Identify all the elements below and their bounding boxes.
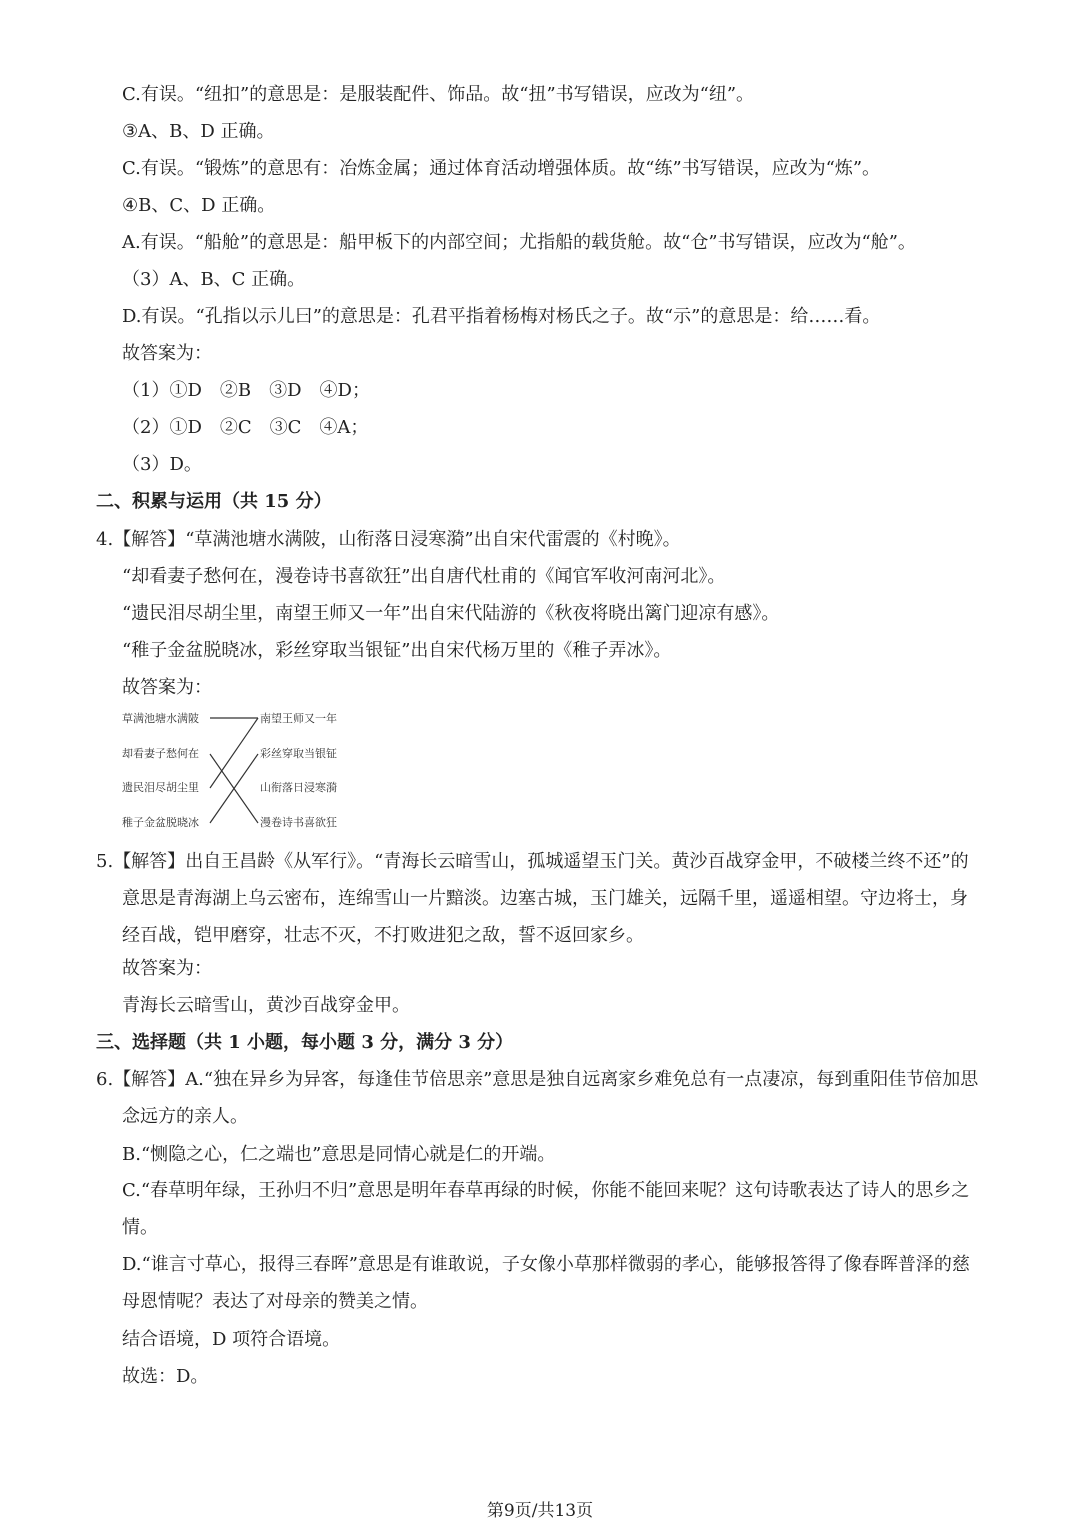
question-4-answer-label: 故答案为： — [122, 677, 212, 698]
question-5-text: 出自王昌龄《从军行》。“青海长云暗雪山，孤城遥望玉门关。黄沙百战穿金甲，不破楼兰终不还”的意思是青海湖上乌云密布，连绵雪山一片黯淡。边塞古城，玉门雄关，远隔千里，遥遥相望。守边将士，身经百战，铠甲磨穿，壮志不灭，不打败进犯之敌，誓不返回家乡。 — [122, 851, 969, 946]
question-6-option-b: B.“恻隐之心，仁之端也”意思是同情心就是仁的开端。 — [122, 1144, 556, 1165]
question-4-text-4: “稚子金盆脱晓冰，彩丝穿取当银钲”出自宋代杨万里的《稚子弄冰》。 — [122, 640, 672, 661]
question-4-tag: 【解答】 — [113, 529, 186, 550]
question-4-first-line — [96, 527, 681, 553]
match-right-1: 南望王师又一年 — [260, 712, 337, 725]
section-heading-3: 三、选择题（共 1 小题，每小题 3 分，满分 3 分） — [96, 1032, 514, 1053]
page-number: 第9页/共13页 — [486, 1501, 594, 1521]
answer-line-a-chuancang: A.有误。“船舱”的意思是：船甲板下的内部空间；尤指船的载货舱。故“仓”书写错误，应改为“舱”。 — [122, 232, 916, 253]
match-left-1: 草满池塘水满陂 — [122, 712, 199, 725]
match-right-2: 彩丝穿取当银钲 — [260, 747, 337, 760]
answer-line-3-correct-abc: （3）A、B、C 正确。 — [122, 269, 306, 290]
answer-part-1: （1）①D ②B ③D ④D； — [122, 380, 370, 401]
match-left-3: 遗民泪尽胡尘里 — [122, 781, 199, 794]
question-5-tag: 【解答】 — [113, 851, 186, 872]
answer-line-correct-bcd: ④B、C、D 正确。 — [122, 195, 276, 216]
question-6-a-text: A.“独在异乡为异客，每逢佳节倍思亲”意思是独自远离家乡难免总有一点凄凉，每到重阳佳节倍加思念远方的亲人。 — [122, 1069, 979, 1127]
question-6-tag: 【解答】 — [113, 1069, 186, 1090]
question-4-text-1: “草满池塘水满陂，山衔落日浸寒漪”出自宋代雷震的《村晚》。 — [185, 529, 681, 550]
answer-line-c-duanlian: C.有误。“锻炼”的意思有：冶炼金属；通过体育活动增强体质。故“练”书写错误，应改为“炼”。 — [122, 158, 881, 179]
match-right-3: 山衔落日浸寒漪 — [260, 781, 337, 794]
question-6-conclusion: 结合语境，D 项符合语境。 — [122, 1329, 341, 1350]
match-left-4: 稚子金盆脱晓冰 — [122, 816, 199, 829]
answer-line-correct-abd: ③A、B、D 正确。 — [122, 121, 275, 142]
question-5-answer-label: 故答案为： — [122, 958, 212, 979]
match-line-3 — [210, 718, 258, 788]
match-left-2: 却看妻子愁何在 — [122, 747, 199, 760]
answer-line-c-niukou: C.有误。“纽扣”的意思是：是服装配件、饰品。故“扭”书写错误，应改为“纽”。 — [122, 84, 755, 105]
question-4-text-2: “却看妻子愁何在，漫卷诗书喜欲狂”出自唐代杜甫的《闻官军收河南河北》。 — [122, 566, 726, 587]
question-5-paragraph — [96, 843, 982, 954]
section-heading-2: 二、积累与运用（共 15 分） — [96, 491, 332, 512]
question-6-option-c: C.“春草明年绿，王孙归不归”意思是明年春草再绿的时候，你能不能回来呢？这句诗歌表达了诗人的思乡之情。 — [122, 1180, 970, 1238]
answer-part-2: （2）①D ②C ③C ④A； — [122, 417, 369, 438]
question-6-option-d: D.“谁言寸草心，报得三春晖”意思是有谁敢说，子女像小草那样微弱的孝心，能够报答得了像春晖普泽的慈母恩情呢？表达了对母亲的赞美之情。 — [122, 1254, 970, 1312]
question-5-answer: 青海长云暗雪山，黄沙百战穿金甲。 — [122, 995, 410, 1016]
question-6-option-a — [96, 1061, 982, 1135]
question-6-final-answer: 故选：D。 — [122, 1366, 209, 1387]
answer-part-3: （3）D。 — [122, 454, 202, 475]
question-6-number: 6. — [96, 1069, 114, 1090]
answer-label: 故答案为： — [122, 343, 212, 364]
question-4-text-3: “遗民泪尽胡尘里，南望王师又一年”出自宋代陆游的《秋夜将晓出篱门迎凉有感》。 — [122, 603, 780, 624]
answer-line-d-kongzhi: D.有误。“孔指以示儿曰”的意思是：孔君平指着杨梅对杨氏之子。故“示”的意思是：给……看。 — [122, 306, 881, 327]
question-4-number: 4. — [96, 529, 114, 550]
match-right-4: 漫卷诗书喜欲狂 — [260, 816, 337, 829]
matching-diagram — [118, 708, 358, 834]
question-5-number: 5. — [96, 851, 114, 872]
